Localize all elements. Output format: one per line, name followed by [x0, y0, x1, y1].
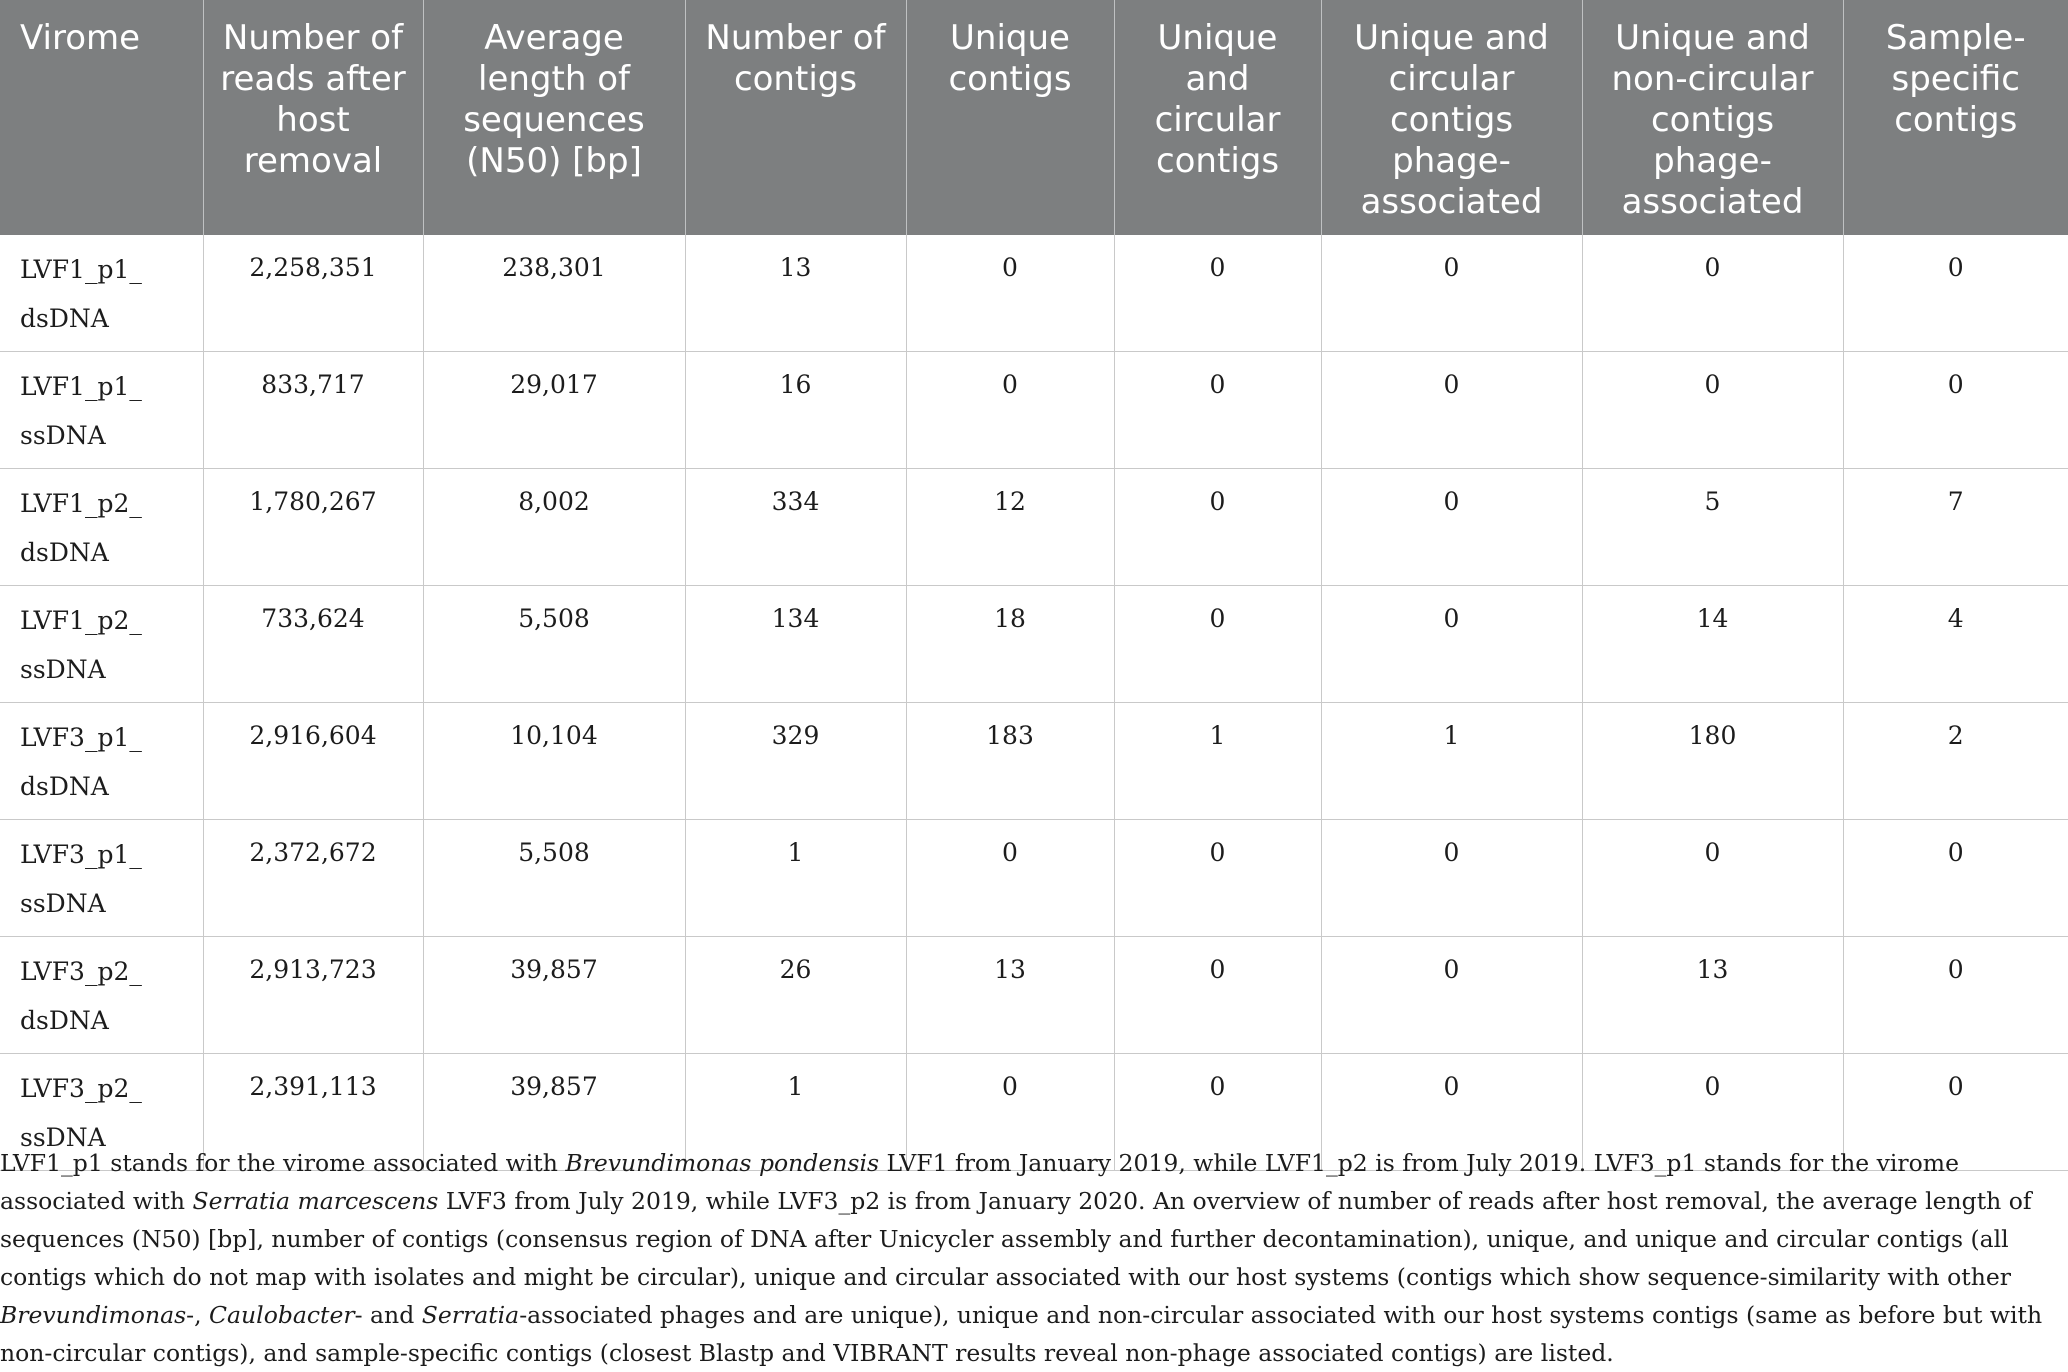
virome-name-cell — [0, 937, 203, 1054]
table-row — [0, 937, 2068, 1054]
virome-name-line: LVF1_p1_ — [20, 372, 142, 401]
header-unique-circular-contigs: Unique and circular contigs — [1114, 0, 1321, 235]
n50-cell: 29,017 — [423, 352, 685, 469]
virome-type-line: dsDNA — [20, 538, 109, 567]
table-row — [0, 352, 2068, 469]
unique-circular-phage-cell: 0 — [1321, 235, 1582, 352]
table-row — [0, 703, 2068, 820]
sample-specific-cell: 0 — [1843, 235, 2068, 352]
unique-non-circular-phage-cell: 14 — [1582, 586, 1843, 703]
sample-specific-cell: 7 — [1843, 469, 2068, 586]
virome-name-cell — [0, 469, 203, 586]
virome-name-cell — [0, 352, 203, 469]
virome-type-line: ssDNA — [20, 421, 106, 450]
unique-circular-cell: 0 — [1114, 937, 1321, 1054]
unique-non-circular-phage-cell: 5 — [1582, 469, 1843, 586]
virome-name-line: LVF3_p1_ — [20, 840, 142, 869]
virome-name-cell — [0, 820, 203, 937]
sample-specific-cell: 0 — [1843, 352, 2068, 469]
virome-name-line: LVF1_p1_ — [20, 255, 142, 284]
contigs-cell: 26 — [685, 937, 906, 1054]
n50-cell: 5,508 — [423, 586, 685, 703]
virome-name-line: LVF1_p2_ — [20, 606, 142, 635]
reads-cell: 2,391,113 — [203, 1054, 423, 1171]
virome-name-line: LVF3_p1_ — [20, 723, 142, 752]
unique-non-circular-phage-cell: 0 — [1582, 820, 1843, 937]
unique-circular-phage-cell: 0 — [1321, 820, 1582, 937]
virome-type-line: dsDNA — [20, 772, 109, 801]
caption-text: LVF3 from July 2019, while LVF3_p2 is from January 2020. An overview of number of reads after host removal, the average length of sequences (N50) [bp], number of contigs (consensus region of DNA after Unicycler assembly and further decontamination), unique, and unique and circular contigs (all contigs which do not map with isolates and might be circular), unique and circular associated with our host systems (contigs which show sequence-similarity with other — [0, 1187, 2032, 1291]
caption-text: -, — [186, 1301, 210, 1329]
reads-cell: 733,624 — [203, 586, 423, 703]
table-row — [0, 820, 2068, 937]
virome-type-line: ssDNA — [20, 889, 106, 918]
caption-text: -associated phages and are unique), unique and non-circular associated with our host systems contigs (same as before but with non-circular contigs), and sample-specific contigs (closest Blastp and VIBRANT results reveal non-phage associated contigs) are listed. — [0, 1301, 2043, 1367]
unique-circular-cell: 0 — [1114, 1054, 1321, 1171]
unique-cell: 0 — [906, 352, 1114, 469]
virome-type-line: dsDNA — [20, 304, 109, 333]
reads-cell: 833,717 — [203, 352, 423, 469]
header-virome: Virome — [0, 0, 203, 235]
contigs-cell: 16 — [685, 352, 906, 469]
virome-type-line: ssDNA — [20, 655, 106, 684]
unique-circular-phage-cell: 0 — [1321, 937, 1582, 1054]
sample-specific-cell: 4 — [1843, 586, 2068, 703]
caption-genus-serratia: Serratia — [421, 1301, 520, 1329]
reads-cell: 2,913,723 — [203, 937, 423, 1054]
unique-circular-cell: 0 — [1114, 586, 1321, 703]
virome-name-line: LVF3_p2_ — [20, 1074, 142, 1103]
header-sample-specific-contigs: Sample-specific contigs — [1843, 0, 2068, 235]
virome-name-line: LVF1_p2_ — [20, 489, 142, 518]
sample-specific-cell: 2 — [1843, 703, 2068, 820]
virome-name-cell — [0, 235, 203, 352]
table-header-row — [0, 0, 2068, 235]
table-body — [0, 235, 2068, 1171]
n50-cell: 8,002 — [423, 469, 685, 586]
contigs-cell: 1 — [685, 820, 906, 937]
unique-non-circular-phage-cell: 0 — [1582, 352, 1843, 469]
unique-circular-phage-cell: 0 — [1321, 352, 1582, 469]
contigs-cell: 334 — [685, 469, 906, 586]
caption-genus-brevundimonas: Brevundimonas — [0, 1301, 187, 1329]
unique-circular-cell: 0 — [1114, 820, 1321, 937]
header-reads-after-host-removal: Number of reads after host removal — [203, 0, 423, 235]
sample-specific-cell: 0 — [1843, 1054, 2068, 1171]
caption-text: LVF1_p1 stands for the virome associated with — [0, 1149, 566, 1177]
reads-cell: 1,780,267 — [203, 469, 423, 586]
n50-cell: 39,857 — [423, 1054, 685, 1171]
reads-cell: 2,258,351 — [203, 235, 423, 352]
caption-text: - and — [354, 1301, 422, 1329]
unique-cell: 0 — [906, 235, 1114, 352]
header-average-length-n50: Average length of sequences (N50) [bp] — [423, 0, 685, 235]
virome-type-line: dsDNA — [20, 1006, 109, 1035]
virome-name-cell — [0, 586, 203, 703]
header-unique-non-circular-phage-associated: Unique and non-circular contigs phage-associated — [1582, 0, 1843, 235]
unique-cell: 0 — [906, 820, 1114, 937]
n50-cell: 10,104 — [423, 703, 685, 820]
sample-specific-cell: 0 — [1843, 820, 2068, 937]
header-unique-contigs: Unique contigs — [906, 0, 1114, 235]
contigs-cell: 1 — [685, 1054, 906, 1171]
unique-circular-cell: 0 — [1114, 235, 1321, 352]
virome-type-line: ssDNA — [20, 1123, 106, 1152]
n50-cell: 39,857 — [423, 937, 685, 1054]
header-number-of-contigs: Number of contigs — [685, 0, 906, 235]
virome-name-cell — [0, 703, 203, 820]
unique-non-circular-phage-cell: 0 — [1582, 235, 1843, 352]
caption-species-brevundimonas: Brevundimonas pondensis — [565, 1149, 880, 1177]
caption-species-serratia: Serratia marcescens — [192, 1187, 439, 1215]
unique-non-circular-phage-cell: 0 — [1582, 1054, 1843, 1171]
sample-specific-cell: 0 — [1843, 937, 2068, 1054]
virome-name-line: LVF3_p2_ — [20, 957, 142, 986]
unique-non-circular-phage-cell: 13 — [1582, 937, 1843, 1054]
n50-cell: 238,301 — [423, 235, 685, 352]
table-row — [0, 469, 2068, 586]
unique-circular-phage-cell: 1 — [1321, 703, 1582, 820]
table-row — [0, 586, 2068, 703]
unique-cell: 0 — [906, 1054, 1114, 1171]
reads-cell: 2,916,604 — [203, 703, 423, 820]
contigs-cell: 134 — [685, 586, 906, 703]
caption-genus-caulobacter: Caulobacter — [209, 1301, 355, 1329]
unique-non-circular-phage-cell: 180 — [1582, 703, 1843, 820]
caption-text: LVF1 from January 2019, while LVF1_p2 is from July 2019. LVF3_p1 stands for the virome associated with — [0, 1149, 1959, 1215]
unique-circular-cell: 0 — [1114, 352, 1321, 469]
n50-cell: 5,508 — [423, 820, 685, 937]
header-unique-circular-phage-associated: Unique and circular contigs phage-associated — [1321, 0, 1582, 235]
unique-cell: 18 — [906, 586, 1114, 703]
table-row — [0, 235, 2068, 352]
table-caption — [0, 1144, 2050, 1372]
unique-circular-phage-cell: 0 — [1321, 586, 1582, 703]
unique-circular-phage-cell: 0 — [1321, 469, 1582, 586]
contigs-cell: 329 — [685, 703, 906, 820]
unique-circular-cell: 0 — [1114, 469, 1321, 586]
unique-circular-cell: 1 — [1114, 703, 1321, 820]
contigs-cell: 13 — [685, 235, 906, 352]
unique-circular-phage-cell: 0 — [1321, 1054, 1582, 1171]
unique-cell: 13 — [906, 937, 1114, 1054]
unique-cell: 183 — [906, 703, 1114, 820]
reads-cell: 2,372,672 — [203, 820, 423, 937]
unique-cell: 12 — [906, 469, 1114, 586]
